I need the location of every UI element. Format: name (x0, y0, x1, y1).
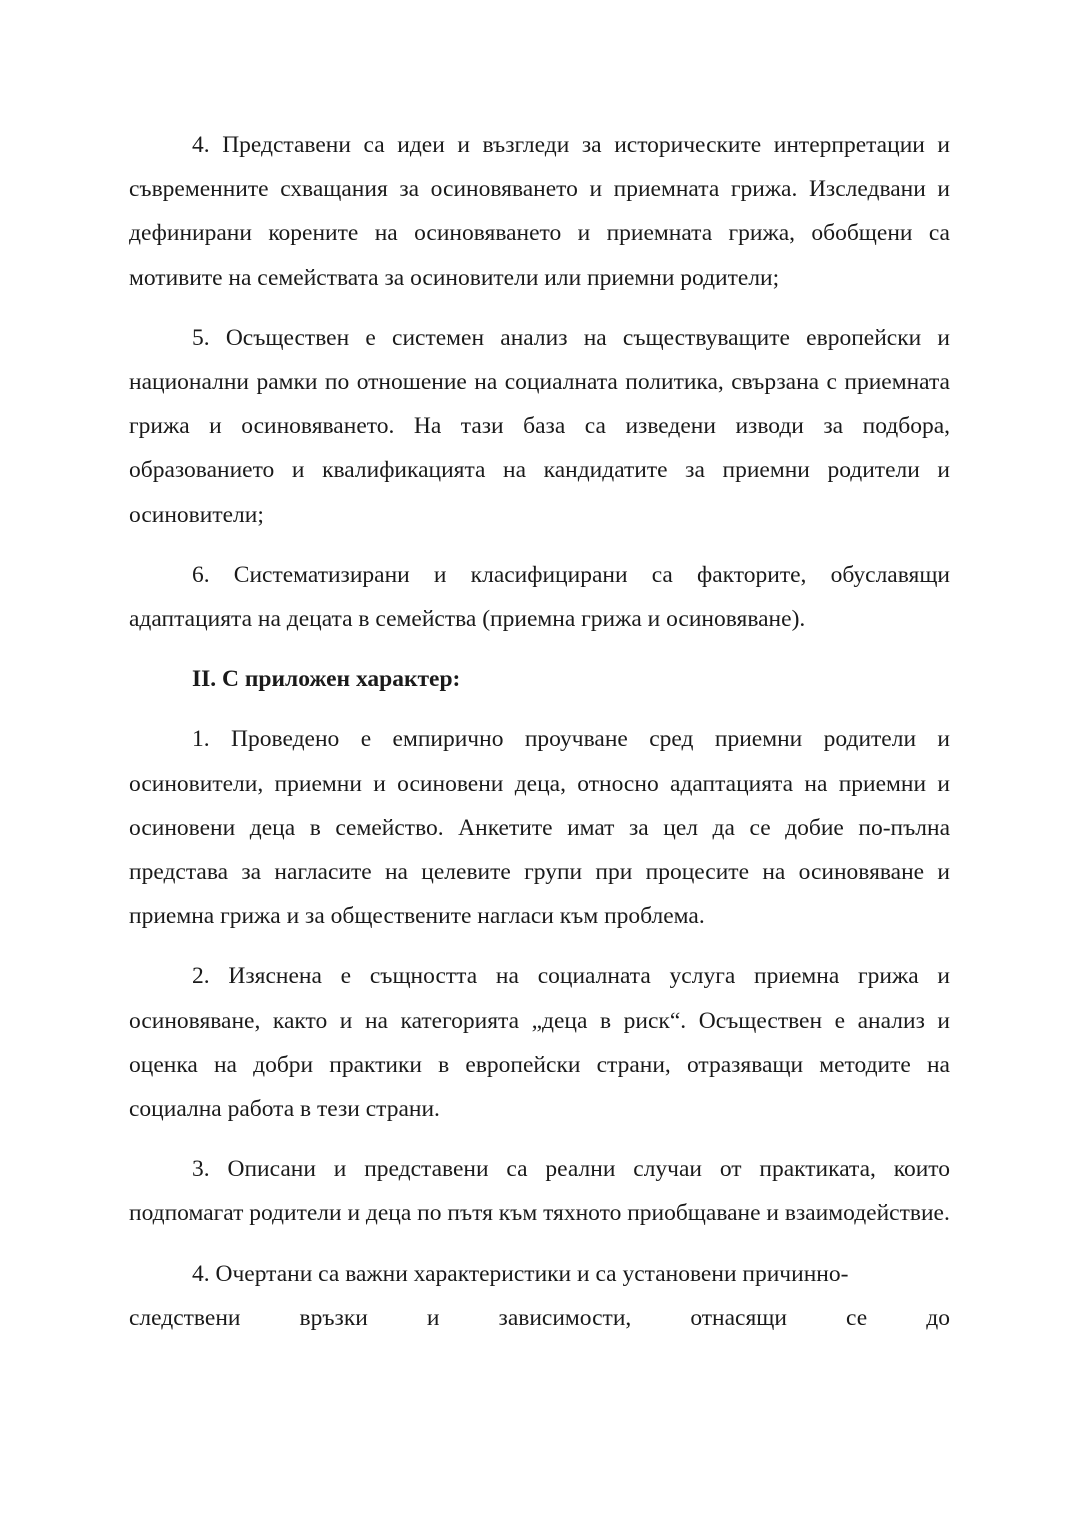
paragraph-6-factors: 6. Систематизирани и класифицирани са факторите, обуславящи адаптацията на децата в семейства (приемна грижа и осиновяване). (129, 561, 950, 633)
paragraph-4-second-line (129, 1296, 950, 1340)
section-heading-applied: II. С приложен характер: (192, 666, 461, 693)
paragraph-5-analysis: 5. Осъществен е системен анализ на съществуващите европейски и национални рамки по отношение на социалната политика, свързана с приемната грижа и осиновяването. На тази база са изведени изводи за подбора, образованието и квалификацията на кандидатите за приемни родители и осиновители; (129, 324, 950, 528)
paragraph-4-characteristics (129, 1252, 950, 1340)
word: се (846, 1304, 868, 1331)
word: връзки (299, 1304, 368, 1331)
paragraph-4-first-line: 4. Очертани са важни характеристики и са установени причинно- (192, 1260, 849, 1287)
word: отнасящи (690, 1304, 787, 1331)
word: до (926, 1304, 950, 1331)
paragraph-1-empirical-study: 1. Проведено е емпирично проучване сред приемни родители и осиновители, приемни и осиновени деца, относно адаптацията на приемни и осиновени деца в семейство. Анкетите имат за цел да се добие по-пълна представа за нагласите на целевите групи при процесите на осиновяване и приемна грижа и за обществените нагласи към проблема. (129, 726, 950, 930)
paragraph-2-social-service: 2. Изяснена е същността на социалната услуга приемна грижа и осиновяване, както и на категорията „деца в риск“. Осъществен е анализ и оценка на добри практики в европейски страни, отразяващи методите на социална работа в тези страни. (129, 963, 950, 1123)
word: следствени (129, 1304, 241, 1331)
document-body (129, 123, 950, 1340)
word: зависимости, (498, 1304, 632, 1331)
word: и (426, 1304, 440, 1331)
paragraph-3-real-cases: 3. Описани и представени са реални случаи от практиката, които подпомагат родители и деца по пътя към тяхното приобщаване и взаимодействие. (129, 1156, 950, 1227)
paragraph-4-ideas: 4. Представени са идеи и възгледи за историческите интерпретации и съвременните схващания за осиновяването и приемната грижа. Изследвани и дефинирани корените на осиновяването и приемната грижа, обобщени са мотивите на семействата за осиновители или приемни родители; (129, 132, 950, 291)
